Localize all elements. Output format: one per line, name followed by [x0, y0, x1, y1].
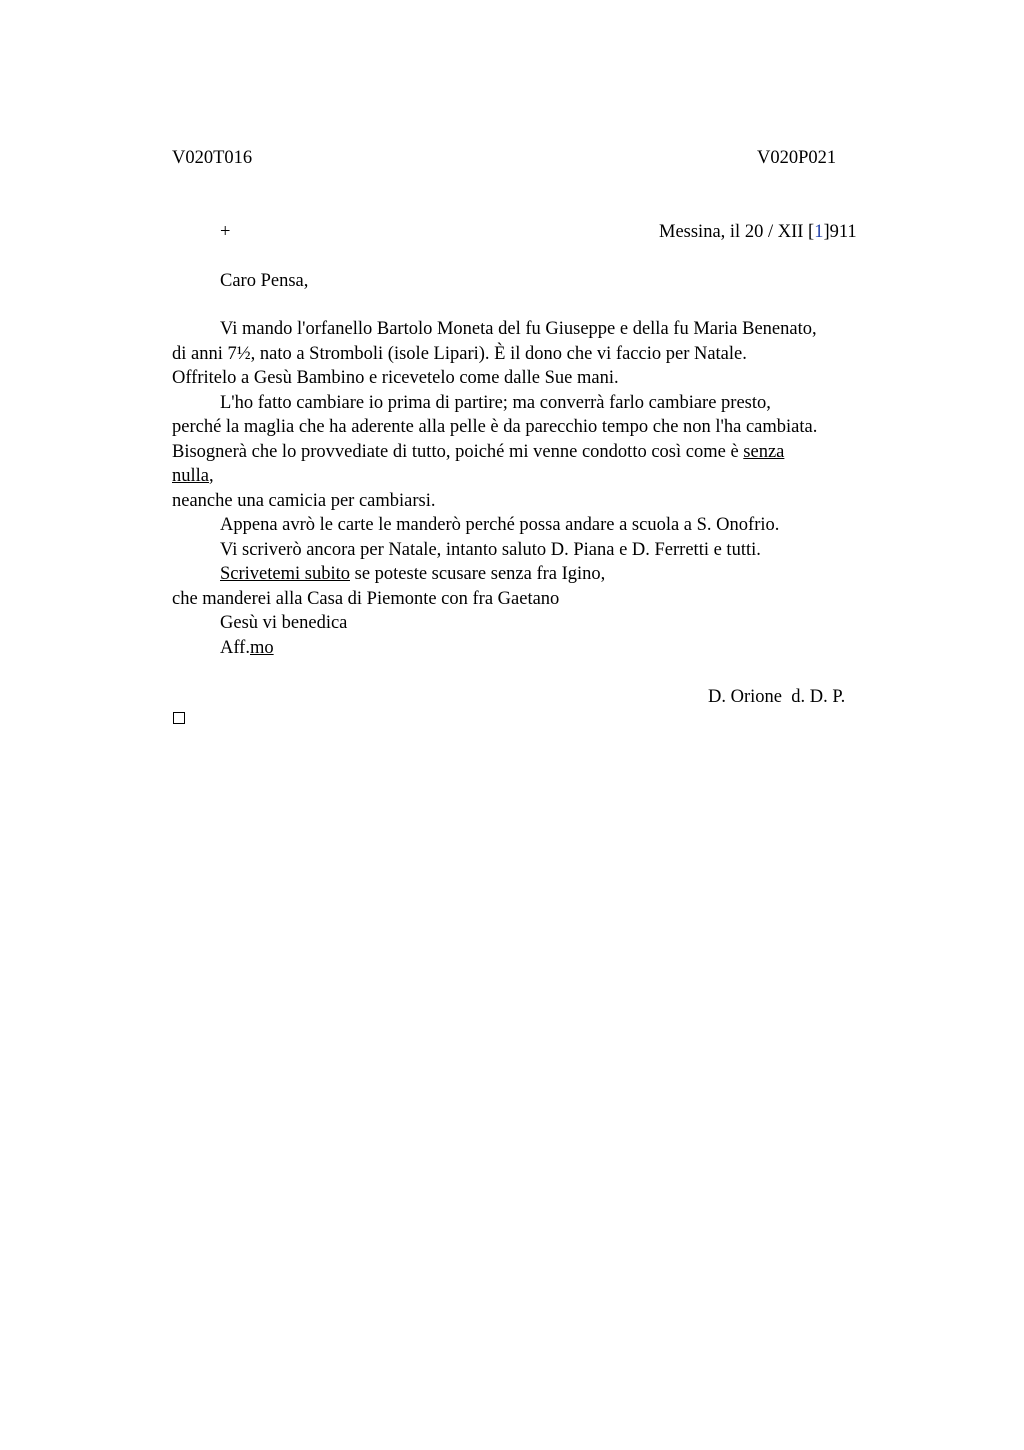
body-line-8: neanche una camicia per cambiarsi. [172, 491, 436, 511]
body-line-7-text: , [209, 466, 214, 486]
cross-symbol: + [220, 222, 231, 242]
body-line-6-text: Bisognerà che lo provvediate di tutto, poiché mi venne condotto così come è [172, 442, 744, 462]
header-right-code: V020P021 [757, 148, 837, 168]
body-line-12: che manderei alla Casa di Piemonte con fra Gaetano [172, 589, 560, 609]
signature: D. Orione d. D. P. [708, 687, 846, 707]
footnote-link[interactable]: 1 [814, 222, 824, 242]
body-line-10: Vi scriverò ancora per Natale, intanto saluto D. Piana e D. Ferretti e tutti. [220, 540, 761, 560]
salutation: Caro Pensa, [220, 271, 309, 291]
body-line-9: Appena avrò le carte le manderò perché possa andare a scuola a S. Onofrio. [220, 515, 780, 535]
date-prefix: Messina, il 20 / XII [ [659, 222, 815, 242]
body-line-3: Offritelo a Gesù Bambino e ricevetelo come dalle Sue mani. [172, 368, 619, 388]
closing-aff: Aff. [220, 638, 250, 658]
header-left-code: V020T016 [172, 148, 253, 168]
body-line-5: perché la maglia che ha aderente alla pelle è da parecchio tempo che non l'ha cambiata. [172, 417, 818, 437]
body-line-7 [172, 464, 214, 488]
body-line-2: di anni 7½, nato a Stromboli (isole Lipari). È il dono che vi faccio per Natale. [172, 344, 747, 364]
body-line-13: Gesù vi benedica [220, 613, 348, 633]
body-line-6 [172, 440, 784, 464]
letter-date [659, 220, 857, 244]
body-line-11 [220, 562, 605, 586]
body-line-4: L'ho fatto cambiare io prima di partire; ma converrà farlo cambiare presto, [220, 393, 771, 413]
underlined-nulla: nulla [172, 466, 209, 486]
underlined-mo: mo [249, 638, 274, 658]
body-line-11-text: se poteste scusare senza fra Igino, [350, 564, 606, 584]
underlined-scrivetemi-subito: Scrivetemi subito [220, 564, 350, 584]
date-suffix: ]911 [823, 222, 857, 242]
checkbox-icon[interactable] [173, 712, 185, 724]
body-line-14 [220, 636, 274, 660]
body-line-1: Vi mando l'orfanello Bartolo Moneta del fu Giuseppe e della fu Maria Benenato, [220, 319, 817, 339]
underlined-senza: senza [743, 442, 785, 462]
